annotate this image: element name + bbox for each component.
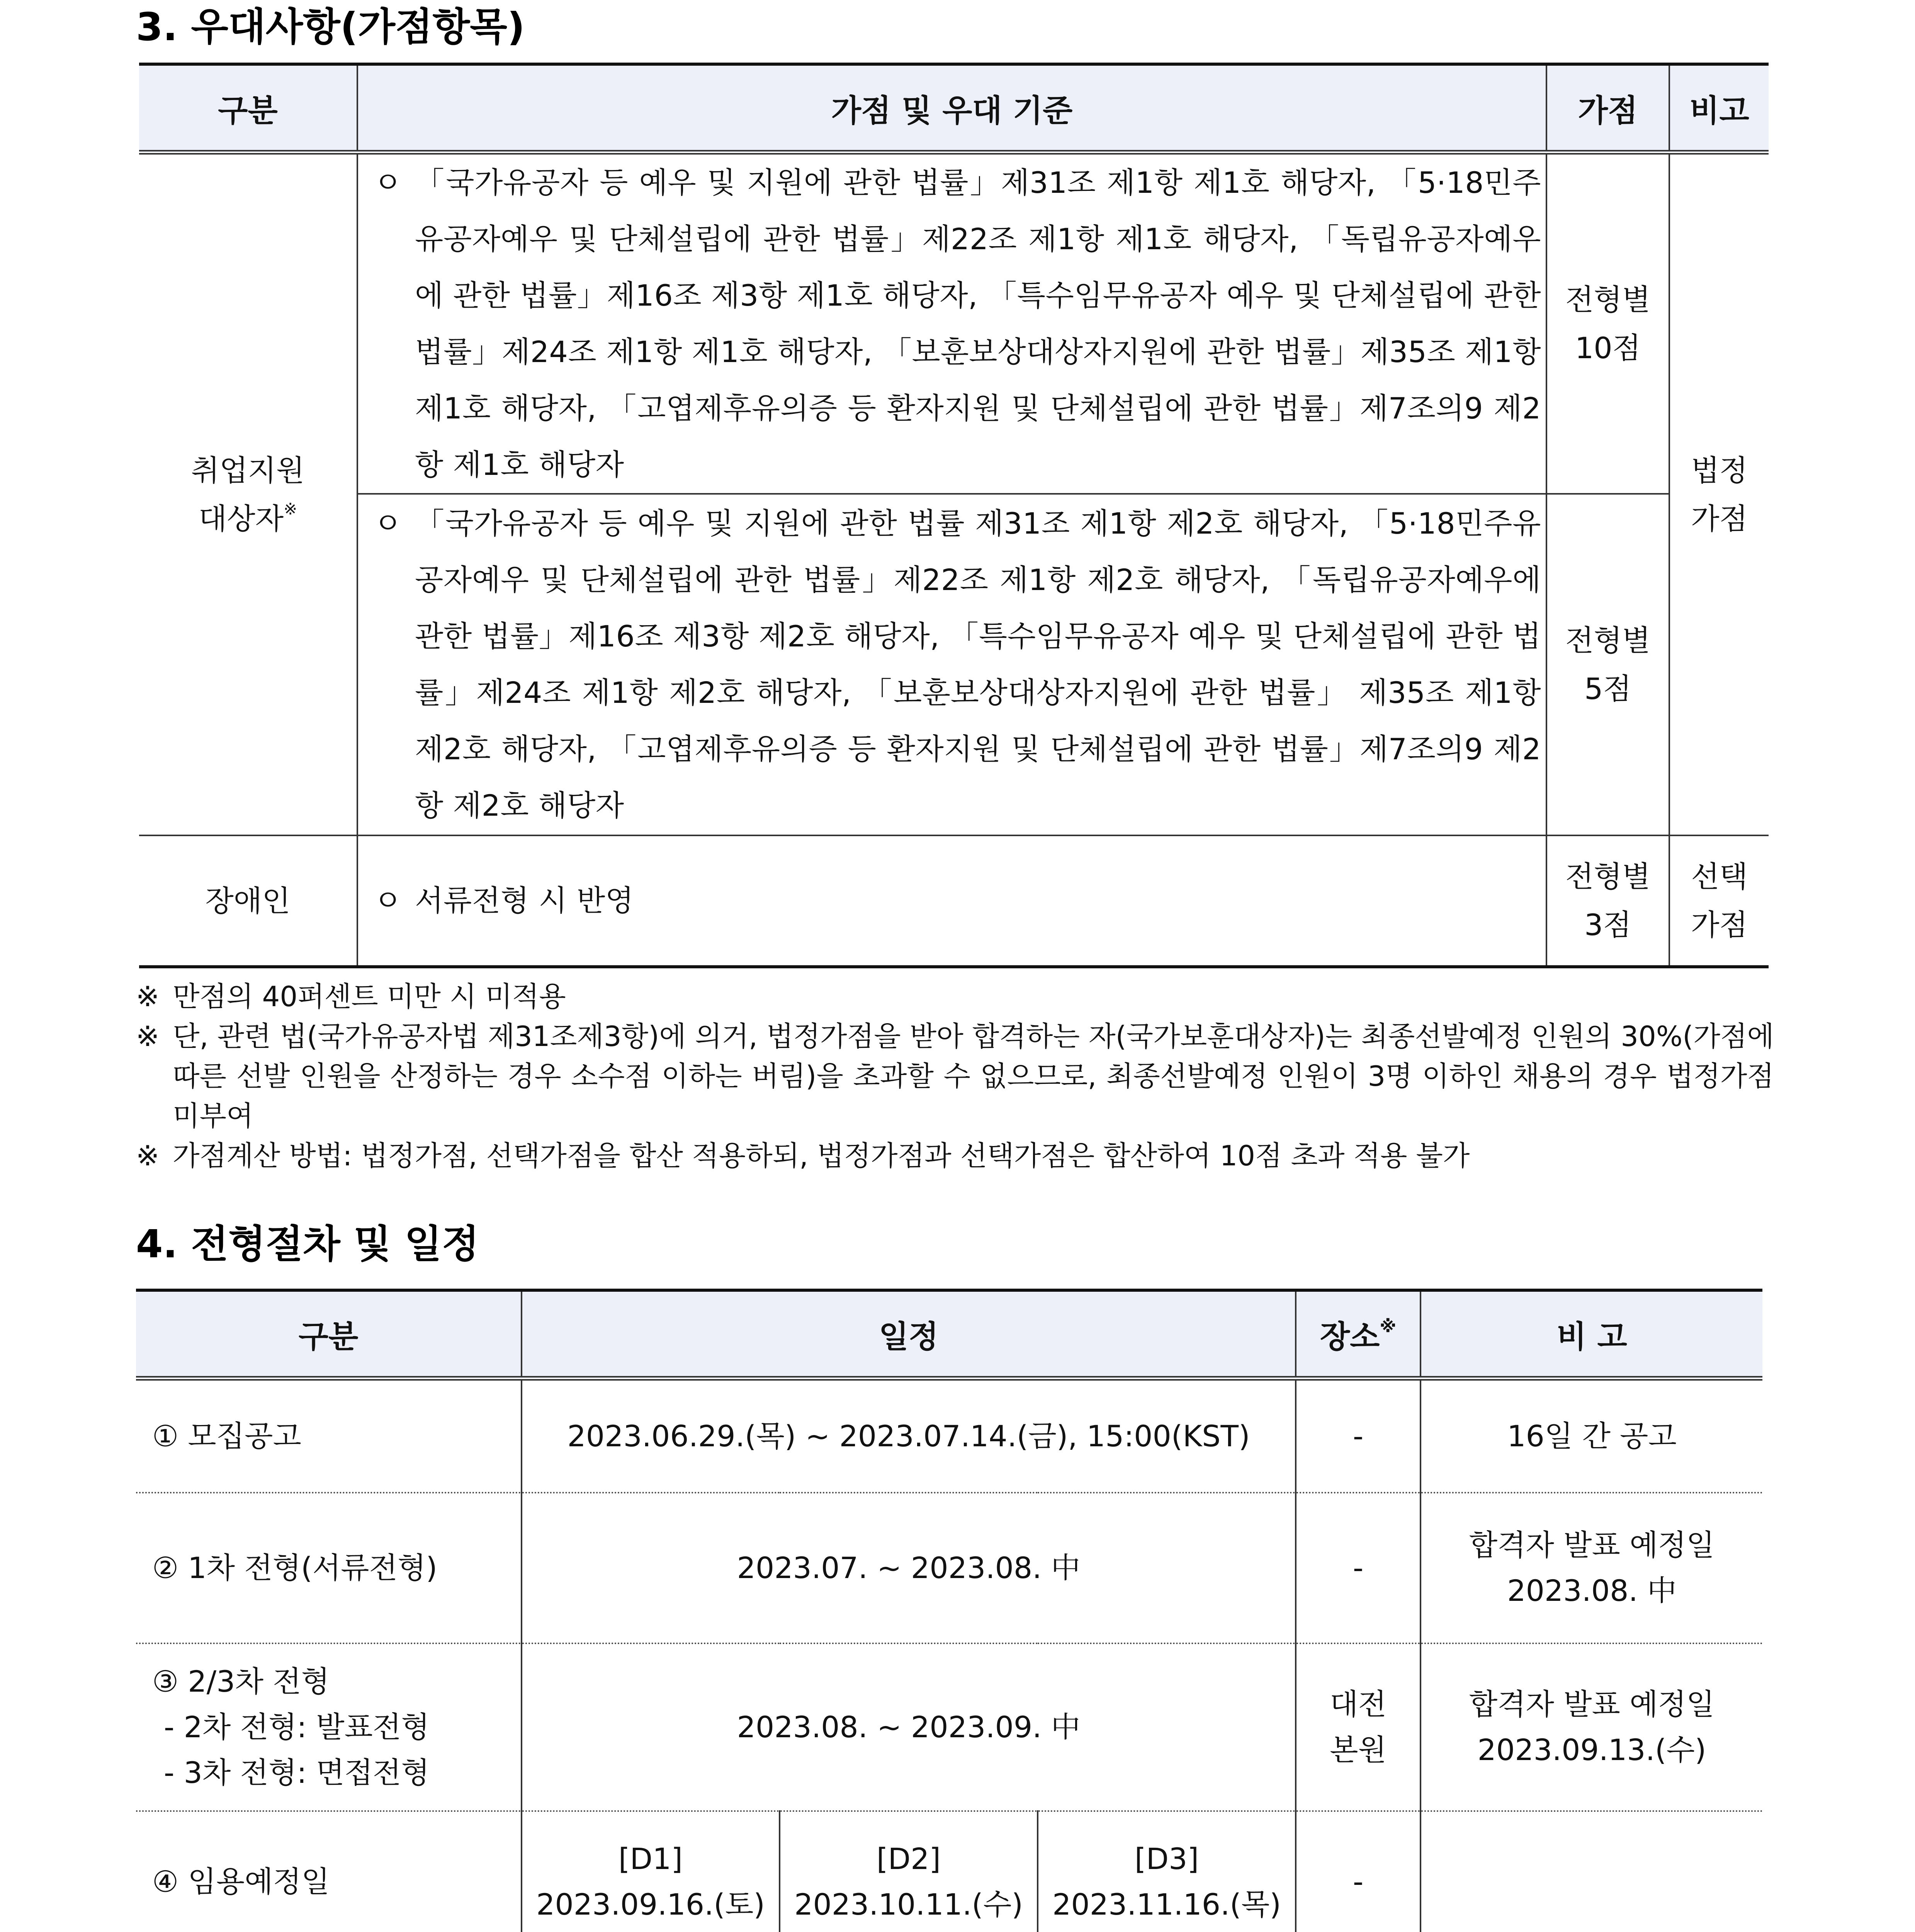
appointment-date-cell [522,1811,780,1932]
step-sub-item: - 2차 전형: 발표전형 [164,1710,430,1744]
note-line1: 합격자 발표 예정일 [1469,1528,1715,1562]
header-points: 가점 [1546,64,1669,152]
header-criteria: 가점 및 우대 기준 [357,64,1546,152]
points-line2: 3점 [1584,908,1631,942]
points-line1: 전형별 [1565,623,1651,658]
appointment-date-cell [1038,1811,1296,1932]
schedule-cell: 2023.07. ~ 2023.08. 中 [522,1493,1296,1643]
date-label: [D2] [876,1842,941,1876]
header-schedule: 일정 [522,1290,1296,1378]
points-line1: 전형별 [1565,282,1651,317]
header-category: 구분 [136,1290,522,1378]
place-line2: 본원 [1330,1733,1387,1767]
note-cell-statutory [1669,152,1769,835]
criteria-text: 「국가유공자 등 예우 및 지원에 관한 법률」제31조 제1항 제1호 해당자, 「5·18민주유공자예우 및 단체설립에 관한 법률」제22조 제1항 제1호 해당자, 「독립유공자예우에 관한 법률」제16조 제3항 제1호 해당자, 「특수임무유공자 예우 및 단체설립에 관한 법률」제24조 제1항 제1호 해당자, 「보훈보상대상자지원에 관한 법률」제35조 제1항 제1호 해당자, 「고엽제후유의증 등 환자지원 및 단체설립에 관한 법률」제7조의9 제2항 제1호 해당자 [415,165,1541,482]
category-cell-employment-support [139,152,357,835]
note-line2: 2023.09.13.(수) [1477,1733,1706,1767]
step-cell: ④ 임용예정일 [136,1811,522,1932]
reference-mark: ※ [1380,1316,1397,1336]
points-line2: 5점 [1584,672,1631,706]
schedule-table [136,1289,1762,1932]
place-line1: 대전 [1330,1687,1387,1721]
header-note: 비고 [1669,64,1769,152]
step-cell [136,1643,522,1811]
step-sub-item: - 3차 전형: 면접전형 [164,1755,430,1790]
note-mark: ※ [136,1020,160,1053]
header-note: 비 고 [1421,1290,1762,1378]
table-row [136,1378,1762,1493]
category-label-line2: 대상자※ [198,499,297,536]
note-text: 가점계산 방법: 법정가점, 선택가점을 합산 적용하되, 법정가점과 선택가점은 합산하여 10점 초과 적용 불가 [173,1139,1470,1172]
table-header-row [139,64,1769,152]
date-value: 2023.09.16.(토) [536,1887,765,1922]
points-cell [1546,152,1669,494]
criteria-text: 「국가유공자 등 예우 및 지원에 관한 법률 제31조 제1항 제2호 해당자, 「5·18민주유공자예우 및 단체설립에 관한 법률」제22조 제1항 제2호 해당자, 「독립유공자예우에 관한 법률」제16조 제3항 제2호 해당자, 「특수임무유공자 예우 및 단체설립에 관한 법률」제24조 제1항 제2호 해당자, 「보훈보상대상자지원에 관한 법률」 제35조 제1항 제2호 해당자, 「고엽제후유의증 등 환자지원 및 단체설립에 관한 법률」제7조의9 제2항 제2호 해당자 [415,506,1541,823]
bullet-mark: ㅇ [374,165,402,200]
preference-points-table [139,63,1769,968]
note-item [136,1136,1774,1176]
note-text: 단, 관련 법(국가유공자법 제31조제3항)에 의거, 법정가점을 받아 합격하는 자(국가보훈대상자)는 최종선발예정 인원의 30%(가점에 따른 선발 인원을 산정하는 경우 소수점 이하는 버림)을 초과할 수 없으므로, 최종선발예정 인원이 3명 이하인 채용의 경우 법정가점 미부여 [173,1020,1774,1132]
note-line1: 합격자 발표 예정일 [1469,1687,1715,1721]
bullet-mark: ㅇ [374,883,402,918]
note-cell [1421,1643,1762,1811]
date-value: 2023.10.11.(수) [794,1887,1023,1922]
note-text: 만점의 40퍼센트 미만 시 미적용 [173,980,566,1013]
date-value: 2023.11.16.(목) [1052,1887,1281,1922]
table-row [136,1643,1762,1811]
criteria-cell [357,152,1546,494]
step-cell: ① 모집공고 [152,1419,301,1453]
step-label: ③ 2/3차 전형 [152,1664,330,1699]
table-row [139,494,1769,835]
date-label: [D3] [1134,1842,1199,1876]
criteria-cell [357,494,1546,835]
section-3-notes [136,977,1774,1176]
points-line2: 10점 [1575,331,1641,365]
table-row [139,152,1769,494]
table-header-row [136,1290,1762,1378]
place-cell [1296,1643,1421,1811]
points-cell [1546,835,1669,967]
table-row [139,835,1769,967]
schedule-cell: 2023.06.29.(목) ~ 2023.07.14.(금), 15:00(KST) [522,1378,1296,1493]
schedule-cell: 2023.08. ~ 2023.09. 中 [522,1643,1296,1811]
category-label-line1: 취업지원 [191,453,305,488]
note-cell: 16일 간 공고 [1421,1378,1762,1493]
note-item [136,1017,1774,1136]
section-4-title: 4. 전형절차 및 일정 [136,1221,479,1267]
note-cell [1421,1493,1762,1643]
note-cell [1421,1811,1762,1932]
note-line2: 가점 [1691,908,1748,942]
note-line1: 법정 [1691,453,1748,488]
note-line2: 가점 [1691,502,1748,536]
note-mark: ※ [136,980,160,1013]
step-cell: ② 1차 전형(서류전형) [136,1493,522,1643]
place-cell: - [1296,1493,1421,1643]
section-3-title: 3. 우대사항(가점항목) [136,4,525,49]
note-line1: 선택 [1691,859,1748,894]
bullet-mark: ㅇ [374,506,402,541]
header-category: 구분 [139,64,357,152]
points-line1: 전형별 [1565,859,1651,894]
note-mark: ※ [136,1139,160,1172]
category-cell-disabled: 장애인 [139,835,357,967]
reference-mark: ※ [284,499,297,519]
place-cell: - [1296,1811,1421,1932]
place-cell: - [1296,1378,1421,1493]
note-cell-optional [1669,835,1769,967]
date-label: [D1] [618,1842,683,1876]
table-row [136,1811,1762,1932]
criteria-text: 서류전형 시 반영 [415,883,634,918]
table-row [136,1493,1762,1643]
points-cell [1546,494,1669,835]
header-place: 장소※ [1296,1290,1421,1378]
criteria-cell [357,835,1546,967]
note-line2: 2023.08. 中 [1507,1573,1677,1608]
note-item [136,977,1774,1017]
appointment-date-cell [780,1811,1038,1932]
